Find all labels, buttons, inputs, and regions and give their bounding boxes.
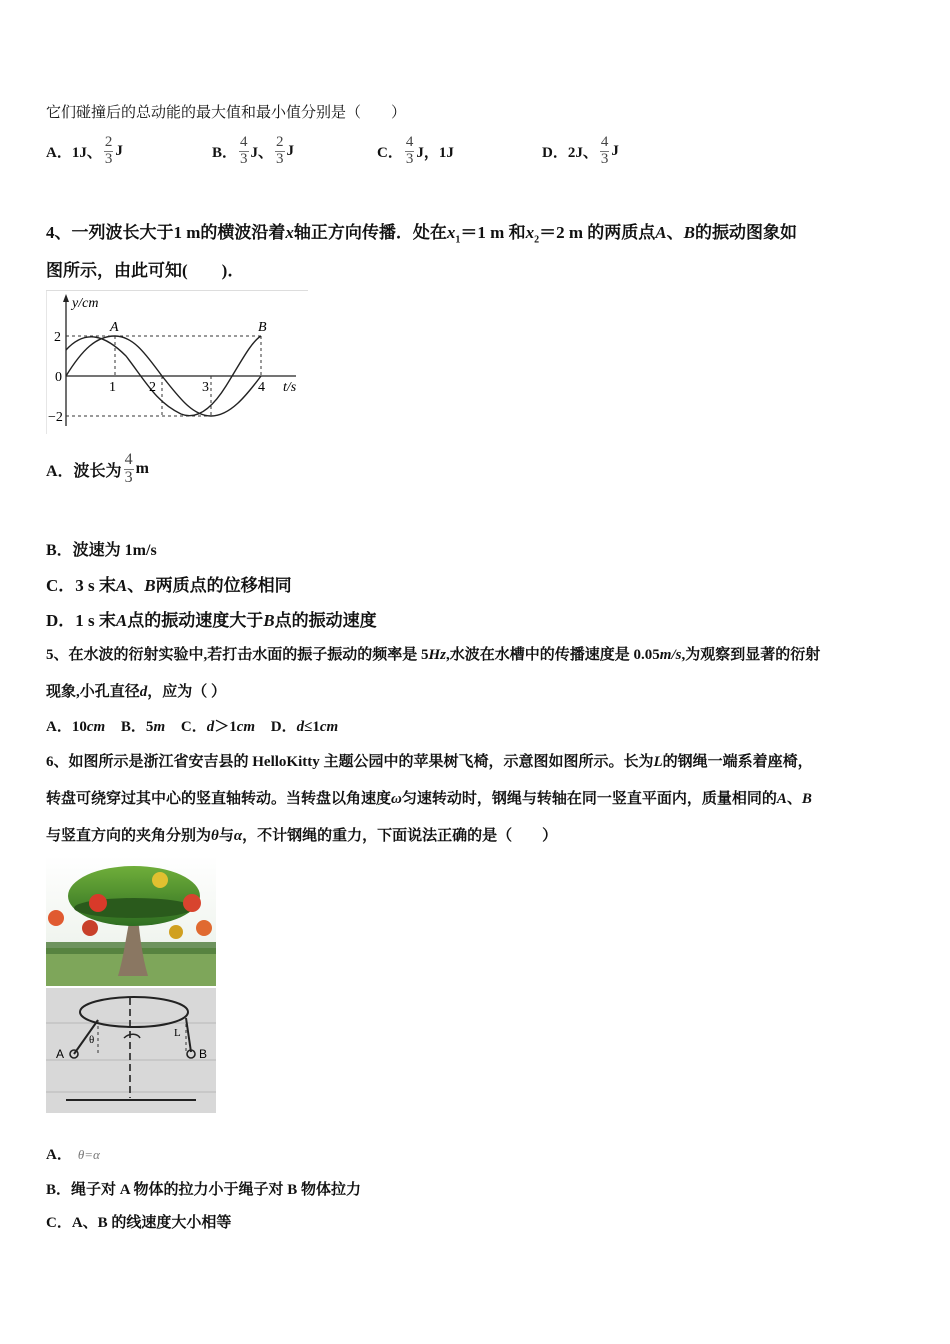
q5-option-c: C． — [180, 719, 207, 735]
text: 、 — [127, 576, 145, 595]
y-tick-2: 2 — [54, 330, 61, 345]
apple-seat — [48, 910, 64, 926]
fraction-denominator: 3 — [276, 150, 284, 167]
text: 匀速转动时，钢绳与转轴在同一竖直平面内，质量相同的 — [401, 791, 777, 807]
q3-option-a-label: A．1J、 — [46, 144, 102, 161]
q5-stem-line2 — [46, 680, 226, 701]
fraction-numerator: 2 — [276, 134, 284, 150]
q4-option-b: B．波速为 1m/s — [46, 542, 157, 559]
variable: x — [285, 223, 294, 242]
variable: θ — [211, 828, 219, 844]
fraction — [275, 135, 285, 168]
variable: L — [653, 754, 663, 770]
q3-option-d — [542, 135, 619, 168]
fraction-numerator: 4 — [405, 134, 414, 150]
q6-stem-line3 — [46, 824, 557, 845]
y-tick-0: 0 — [55, 370, 62, 385]
text: ≤1 — [304, 719, 320, 735]
q3-option-a-unit: J — [115, 142, 123, 159]
x-axis-label: t/s — [283, 380, 297, 395]
point-a-label: A — [110, 320, 119, 335]
sketch-l: L — [174, 1027, 181, 1039]
q4-option-d — [46, 606, 377, 631]
variable: x — [446, 223, 456, 242]
text: 转盘可绕穿过其中心的竖直轴转动。当转盘以角速度 — [46, 791, 392, 807]
q4-stem-line2: 图所示，由此可知( )． — [46, 261, 245, 280]
q3-option-b-mid: J、 — [250, 144, 274, 161]
text: 6、如图所示是浙江省安吉县的 HelloKitty 主题公园中的苹果树飞椅，示意图如图所示。长为 — [46, 754, 654, 770]
text: 现象,小孔直径 — [46, 684, 140, 700]
text: C．3 s 末 — [46, 576, 116, 595]
x-tick-1: 1 — [109, 380, 116, 395]
unit: cm — [86, 719, 106, 735]
text: 点的振动速度大于 — [127, 611, 264, 630]
fraction-denominator: 3 — [124, 468, 133, 486]
q3-option-b-label: B． — [212, 144, 238, 161]
variable: A — [655, 223, 667, 242]
q5-stem-line1 — [46, 643, 820, 664]
sketch-label-b: B — [199, 1047, 208, 1061]
text: D．1 s 末 — [46, 611, 116, 630]
text: 的横波沿着 — [200, 223, 286, 242]
text: ,为观察到显著的衍射 — [681, 647, 821, 663]
q5-option-a: A．10 — [46, 719, 87, 735]
fraction-denominator: 3 — [405, 150, 414, 167]
q3-option-a — [46, 135, 123, 168]
variable: A — [776, 791, 787, 807]
apple-seat — [196, 920, 212, 936]
fraction — [600, 135, 610, 168]
q6-option-a — [46, 1143, 100, 1164]
q6-option-b: B．绳子对 A 物体的拉力小于绳子对 B 物体拉力 — [46, 1182, 362, 1198]
q4-stem-line1 — [46, 218, 797, 245]
fraction-denominator: 3 — [104, 150, 113, 167]
apple-seat — [183, 894, 201, 912]
q3-option-c — [377, 135, 454, 168]
text: ,水波在水槽中的传播速度是 0.05 — [446, 647, 660, 663]
x-tick-3: 3 — [202, 380, 209, 395]
swing-sketch — [46, 988, 216, 1113]
unit: m/s — [659, 647, 682, 663]
apple-seat — [152, 872, 168, 888]
variable: B — [801, 791, 812, 807]
q3-option-b-unit: J — [286, 142, 295, 159]
variable: A — [115, 576, 128, 595]
sketch-theta: θ — [89, 1034, 95, 1046]
q6-stem-line1 — [46, 750, 813, 771]
point-b-label: B — [258, 320, 267, 335]
fraction-numerator: 4 — [240, 134, 248, 150]
variable: B — [144, 576, 156, 595]
apple-tree-ride-photo — [46, 856, 216, 986]
text: 与 — [218, 828, 234, 844]
apple-seat — [169, 925, 183, 939]
apple-seat — [82, 920, 98, 936]
y-tick-minus2: −2 — [48, 410, 63, 425]
variable: B — [263, 611, 275, 630]
q4-option-a-label: A．波长为 — [46, 462, 122, 480]
text: 的振动图象如 — [694, 223, 797, 242]
fraction — [239, 135, 249, 168]
q3-option-b — [212, 135, 294, 168]
unit: Hz — [428, 647, 447, 663]
text: 轴正方向传播．处在 — [293, 223, 447, 242]
text: 与竖直方向的夹角分别为 — [46, 828, 212, 844]
text: 点的振动速度 — [274, 611, 377, 630]
fraction-denominator: 3 — [240, 150, 248, 167]
unit: m — [153, 719, 166, 735]
text: ＝2 m 的两质点 — [539, 223, 656, 242]
fraction — [124, 452, 134, 487]
fraction-numerator: 4 — [124, 451, 133, 468]
text: 的钢绳一端系着座椅， — [662, 754, 813, 770]
q6-option-a-formula: θ=α — [77, 1147, 100, 1162]
text: ＞1 — [214, 719, 237, 735]
variable: d — [296, 719, 305, 735]
variable: A — [115, 611, 128, 630]
q3-option-c-label: C． — [377, 144, 403, 161]
apple-seat — [89, 894, 107, 912]
text: 、 — [666, 223, 684, 242]
q4-option-c — [46, 571, 292, 596]
text: 4、一列波长大于 — [46, 223, 174, 242]
fraction-numerator: 4 — [600, 134, 609, 150]
q5-option-b: B．5 — [120, 719, 154, 735]
fraction-denominator: 3 — [600, 150, 609, 167]
variable: d — [139, 684, 148, 700]
q6-stem-line2 — [46, 787, 812, 808]
variable: B — [683, 223, 695, 242]
unit: cm — [319, 719, 339, 735]
text: 两质点的位移相同 — [155, 576, 292, 595]
fraction — [405, 135, 415, 168]
q3-stem: 它们碰撞后的总动能的最大值和最小值分别是（ ） — [46, 105, 407, 121]
text: 1 m — [173, 223, 201, 242]
fraction-numerator: 2 — [104, 134, 113, 150]
variable: d — [206, 719, 215, 735]
x-tick-4: 4 — [258, 380, 265, 395]
variable: α — [233, 828, 243, 844]
sketch-label-a: A — [56, 1047, 65, 1061]
vibration-graph — [46, 290, 308, 434]
x-tick-2: 2 — [149, 380, 156, 395]
fraction — [104, 135, 114, 168]
text: 5、在水波的衍射实验中,若打击水面的振子振动的频率是 5 — [46, 647, 429, 663]
subscript: 1 — [455, 234, 461, 246]
variable: x — [525, 223, 535, 242]
subscript: 2 — [534, 234, 540, 246]
q4-option-a-unit: m — [135, 460, 149, 478]
text: 、 — [786, 791, 802, 807]
y-axis-arrow — [63, 294, 69, 302]
unit: cm — [236, 719, 256, 735]
q3-option-d-unit: J — [611, 142, 619, 159]
q5-option-d: D． — [270, 719, 297, 735]
q5-options — [46, 715, 338, 736]
variable: ω — [391, 791, 402, 807]
text: ＝1 m 和 — [460, 223, 526, 242]
q6-option-c: C．A、B 的线速度大小相等 — [46, 1215, 232, 1231]
y-axis-label: y/cm — [72, 296, 99, 311]
text: ，不计钢绳的重力，下面说法正确的是（ ） — [242, 828, 558, 844]
q6-option-a-label: A． — [46, 1147, 72, 1163]
text: ，应为（ ） — [147, 684, 227, 700]
q3-option-d-label: D．2J、 — [542, 144, 598, 161]
q4-option-a — [46, 452, 149, 487]
q3-option-c-unit: J，1J — [416, 144, 454, 161]
